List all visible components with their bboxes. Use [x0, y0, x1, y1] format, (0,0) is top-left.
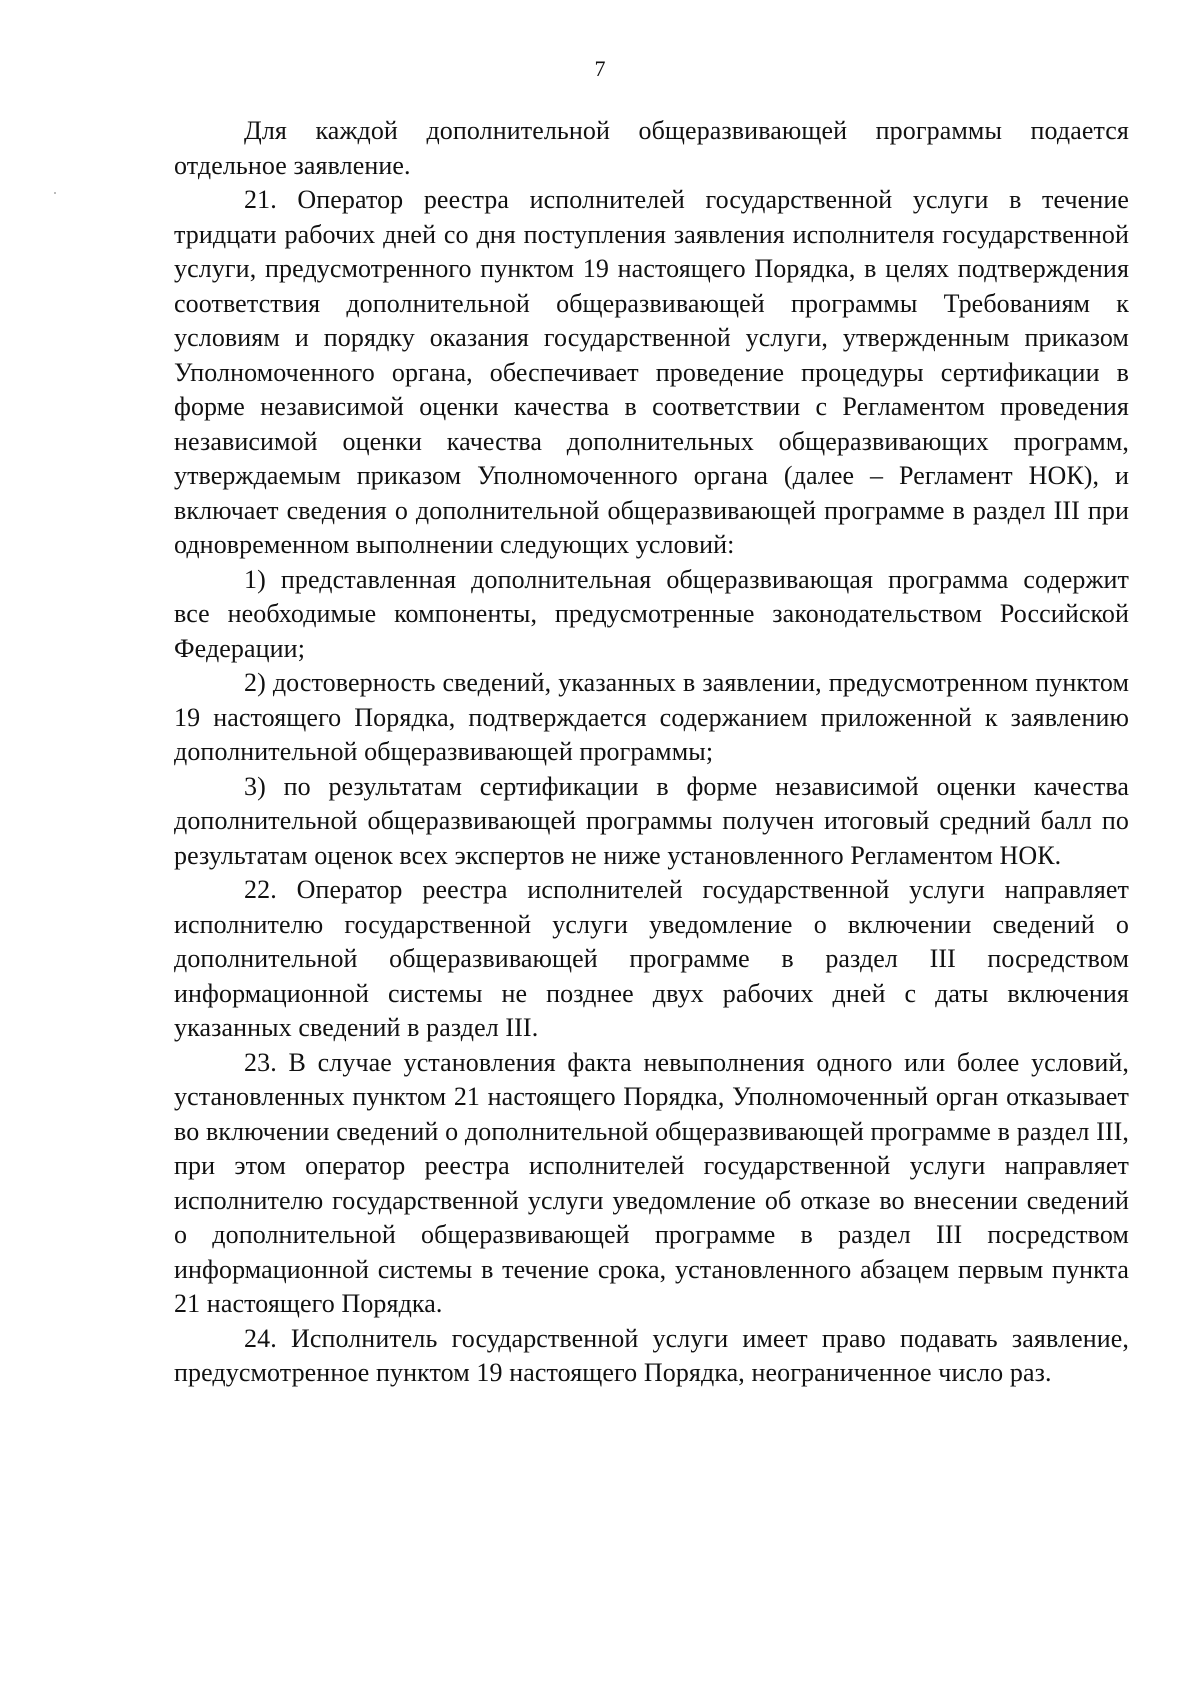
paragraph-21-item-2: 2) достоверность сведений, указанных в заявлении, предусмотренном пунктом 19 настоящего Порядка, подтверждается содержанием приложенной к заявлению дополнительной общеразвивающей программы; — [174, 668, 1129, 766]
page-number: 7 — [594, 56, 606, 81]
paragraph-24: 24. Исполнитель государственной услуги имеет право подавать заявление, предусмотренное пунктом 19 настоящего Порядка, неограниченное число раз. — [174, 1323, 1129, 1387]
paragraph-22: 22. Оператор реестра исполнителей государственной услуги направляет исполнителю государственной услуги уведомление о включении сведений о дополнительной общеразвивающей программе в раздел III посредством информационной системы не позднее двух рабочих дней с даты включения указанных сведений в раздел III. — [174, 875, 1129, 1042]
document-body — [174, 114, 1129, 1391]
scan-speck — [54, 192, 56, 194]
paragraph-21-item-1: 1) представленная дополнительная общеразвивающая программа содержит все необходимые компоненты, предусмотренные законодательством Российской Федерации; — [174, 564, 1129, 663]
paragraph-intro: Для каждой дополнительной общеразвивающей программы подается отдельное заявление. — [174, 116, 1129, 180]
paragraph-23: 23. В случае установления факта невыполнения одного или более условий, установленных пунктом 21 настоящего Порядка, Уполномоченный орган отказывает во включении сведений о дополнительной общеразвивающей программе в раздел III, при этом оператор реестра исполнителей государственной услуги направляет исполнителю государственной услуги уведомление об отказе во внесении сведений о дополнительной общеразвивающей программе в раздел III посредством информационной системы в течение срока, установленного абзацем первым пункта 21 настоящего Порядка. — [174, 1047, 1129, 1318]
paragraph-21: 21. Оператор реестра исполнителей государственной услуги в течение тридцати рабочих дней со дня поступления заявления исполнителя государственной услуги, предусмотренного пунктом 19 настоящего Порядка, в целях подтверждения соответствия дополнительной общеразвивающей программы Требованиям к условиям и порядку оказания государственной услуги, утвержденным приказом Уполномоченного органа, обеспечивает проведение процедуры сертификации в форме независимой оценки качества в соответствии с Регламентом проведения независимой оценки качества дополнительных общеразвивающих программ, утверждаемым приказом Уполномоченного органа (далее – Регламент НОК), и включает сведения о дополнительной общеразвивающей программе в раздел III при одновременном выполнении следующих условий: — [174, 185, 1129, 559]
paragraph-21-item-3: 3) по результатам сертификации в форме независимой оценки качества дополнительной общеразвивающей программы получен итоговый средний балл по результатам оценок всех экспертов не ниже установленного Регламентом НОК. — [174, 771, 1129, 870]
